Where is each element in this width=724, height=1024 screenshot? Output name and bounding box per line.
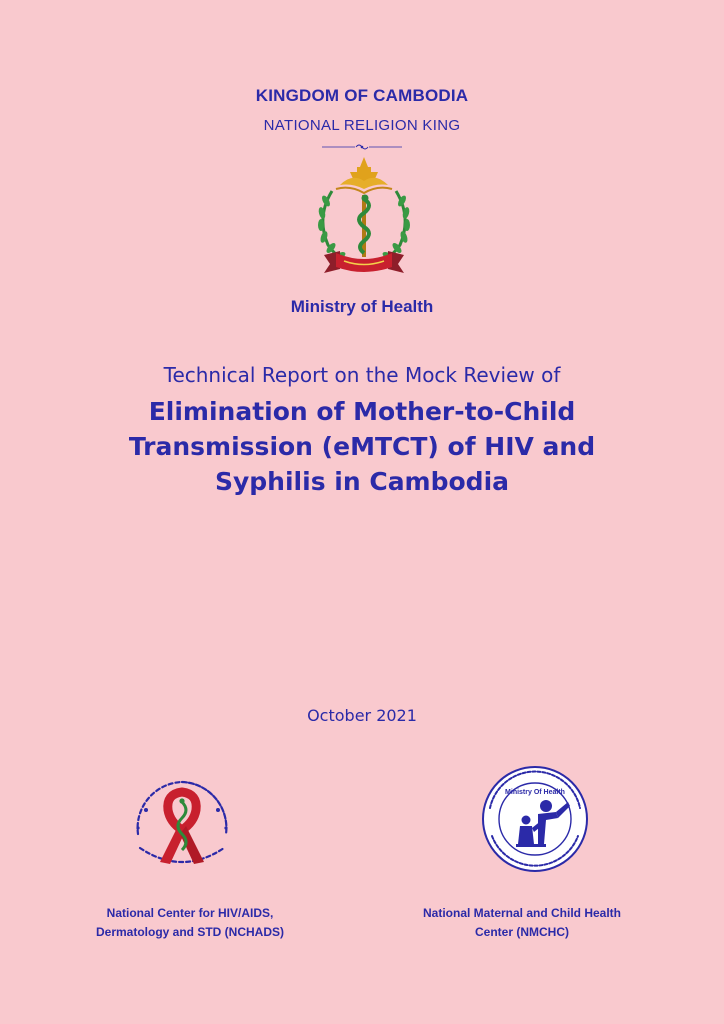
report-title: Elimination of Mother-to-Child Transmission (eMTCT) of HIV and Syphilis in Cambodia: [128, 397, 596, 496]
red-ribbon-nchads-logo-icon: [116, 772, 248, 874]
national-motto: NATIONAL RELIGION KING: [263, 117, 461, 134]
nmchc-name-line1: National Maternal and Child Health: [422, 906, 622, 920]
nchads-name-line1: National Center for HIV/AIDS,: [106, 906, 274, 920]
nchads-name: [60, 904, 320, 942]
nmchc-name: [400, 904, 644, 942]
nmchc-name-line2: Center (NMCHC): [475, 925, 569, 939]
nchads-name-line2: Dermatology and STD (NCHADS): [95, 925, 284, 939]
country-heading: KINGDOM OF CAMBODIA: [255, 86, 469, 105]
report-date: October 2021: [307, 706, 417, 725]
ministry-name: Ministry of Health: [290, 297, 434, 316]
report-subtitle: Technical Report on the Mock Review of: [163, 363, 561, 387]
divider-ornament-icon: [322, 143, 402, 151]
nmchc-logo-text: Ministry Of Health: [505, 789, 565, 796]
nmchc-mother-child-logo-icon: [472, 764, 598, 874]
ministry-of-health-emblem-icon: [310, 155, 418, 277]
